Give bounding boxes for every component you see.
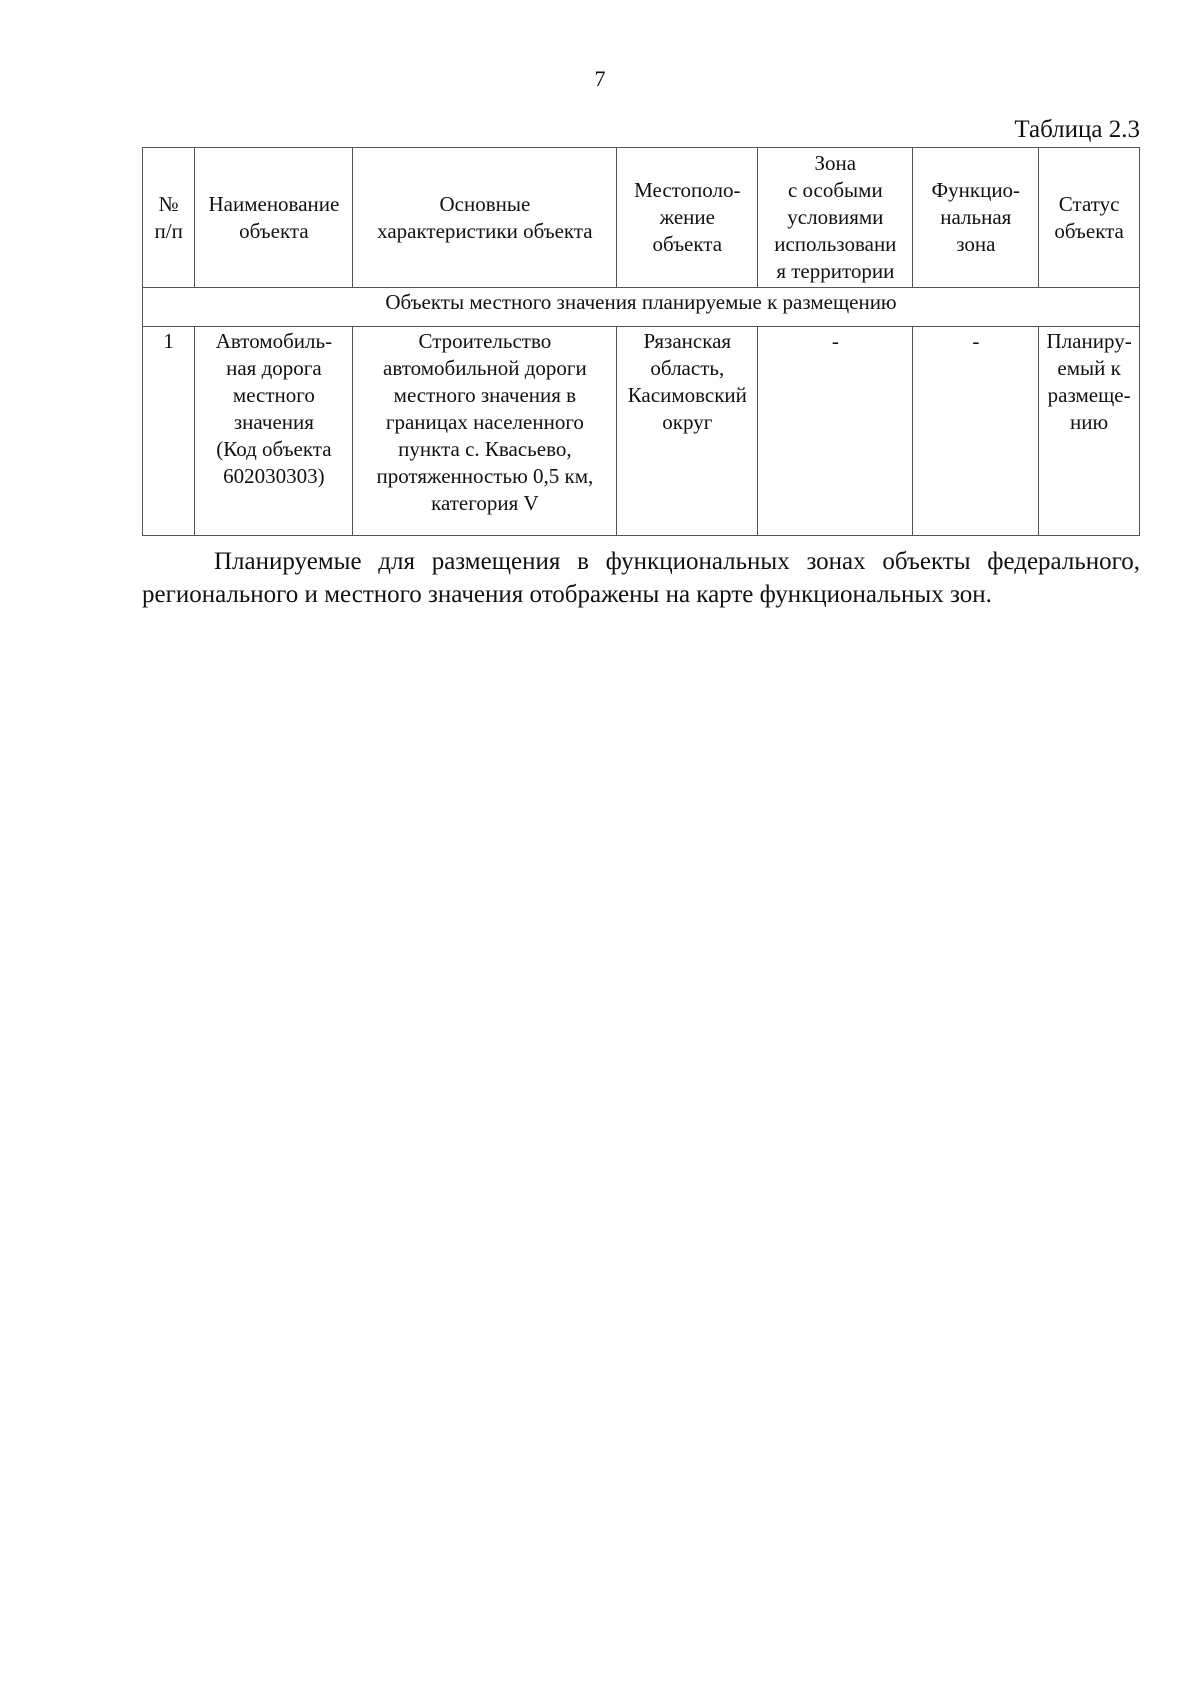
table-row	[143, 327, 1140, 536]
table-section-row	[143, 288, 1140, 327]
objects-table	[142, 147, 1140, 536]
cell-status: Планиру- емый к размеще- нию	[1039, 327, 1140, 536]
header-zone: Зона с особыми условиями использовани я территории	[758, 148, 913, 288]
section-title: Объекты местного значения планируемые к размещению	[143, 288, 1140, 327]
cell-functional-zone: -	[913, 327, 1039, 536]
table-header-row	[143, 148, 1140, 288]
cell-characteristics: Строительство автомобильной дороги местного значения в границах населенного пункта с. Квасьево, протяженностью 0,5 км, категория V	[353, 327, 617, 536]
page-number: 7	[594, 66, 606, 91]
header-characteristics: Основные характеристики объекта	[353, 148, 617, 288]
table-caption: Таблица 2.3	[1014, 116, 1140, 143]
cell-num: 1	[143, 327, 195, 536]
body-paragraph: Планируемые для размещения в функциональных зонах объекты федерального, регионального и местного значения отображены на карте функциональных зон.	[142, 548, 1140, 608]
cell-name: Автомобиль- ная дорога местного значения (Код объекта 602030303)	[195, 327, 353, 536]
cell-location: Рязанская область, Касимовский округ	[617, 327, 758, 536]
cell-zone: -	[758, 327, 913, 536]
header-functional-zone: Функцио- нальная зона	[913, 148, 1039, 288]
header-name: Наименование объекта	[195, 148, 353, 288]
header-location: Местополо- жение объекта	[617, 148, 758, 288]
header-num: № п/п	[143, 148, 195, 288]
header-status: Статус объекта	[1039, 148, 1140, 288]
